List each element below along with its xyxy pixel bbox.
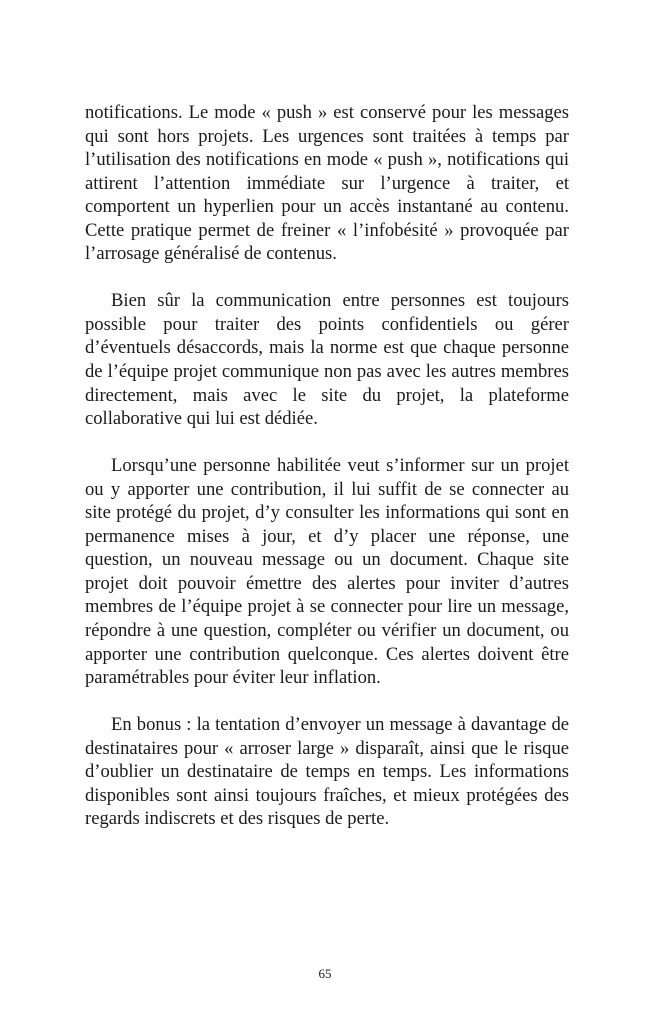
paragraph-continuation: notifications. Le mode « push » est conservé pour les messages qui sont hors projets. Les urgences sont traitées à temps par l’utilisation des notifications en mode « push », notifications qui attirent l’attention immédiate sur l’urgence à traiter, et comportent un hyperlien pour un accès instantané au contenu. Cette pratique permet de freiner « l’infobésité » provoquée par l’arrosage généralisé de contenus. — [85, 102, 569, 265]
paragraph-communication: Bien sûr la communication entre personnes est toujours possible pour traiter des points confidentiels ou gérer d’éventuels désaccords, mais la norme est que chaque personne de l’équipe projet communique non pas avec les autres membres directement, mais avec le site du projet, la plateforme collaborative qui lui est dédiée. — [85, 290, 569, 430]
body-text — [85, 101, 569, 831]
page-number: 65 — [318, 966, 332, 981]
paragraph-bonus: En bonus : la tentation d’envoyer un message à davantage de destinataires pour « arroser large » disparaît, ainsi que le risque d’oublier un destinataire de temps en temps. Les informations disponibles sont ainsi toujours fraîches, et mieux protégées des regards indiscrets et des risques de perte. — [85, 714, 569, 830]
paragraph-contribution: Lorsqu’une personne habilitée veut s’informer sur un projet ou y apporter une contribution, il lui suffit de se connecter au site protégé du projet, d’y consulter les informations qui sont en permanence mises à jour, et d’y placer une réponse, une question, un nouveau message ou un document. Chaque site projet doit pouvoir émettre des alertes pour inviter d’autres membres de l’équipe projet à se connecter pour lire un message, répondre à une question, compléter ou vérifier un document, ou apporter une contribution quelconque. Ces alertes doivent être paramétrables pour éviter leur inflation. — [85, 455, 569, 689]
